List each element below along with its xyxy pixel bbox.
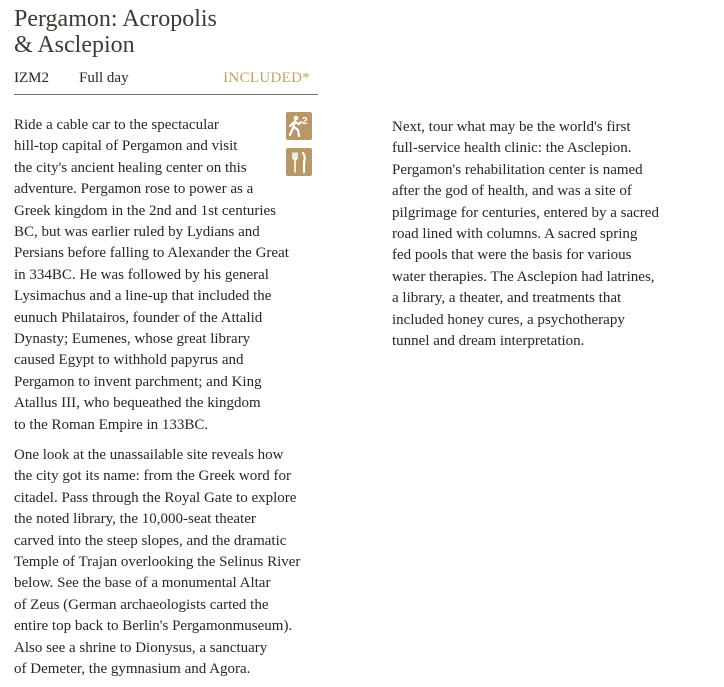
text-line: Pergamon to invent parchment; and King [14,373,262,390]
text-line: road lined with columns. A sacred spring [392,226,638,243]
text-line: of Demeter, the gymnasium and Agora. [14,661,251,678]
text-line: included honey cures, a psychotherapy [392,311,625,328]
text-line: carved into the steep slopes, and the dramatic [14,532,287,549]
tour-duration: Full day [79,70,129,86]
text-line: a library, a theater, and treatments that [392,290,622,307]
text-line: hill-top capital of Pergamon and visit [14,138,238,155]
tour-meta-row [14,70,314,90]
tour-code: IZM2 [14,70,49,86]
text-line: BC, but was earlier ruled by Lydians and [14,224,260,241]
svg-text:2: 2 [302,116,308,127]
text-line: pilgrimage for centuries, entered by a sacred [392,204,659,221]
text-line: the city got its name: from the Greek word for [14,468,292,485]
text-line: citadel. Pass through the Royal Gate to explore [14,489,297,506]
text-line: Temple of Trajan overlooking the Selinus River [14,554,301,571]
description-paragraph-3 [392,117,702,352]
text-line: of Zeus (German archaeologists carted the [14,596,269,613]
tour-title-line1: Pergamon: Acropolis [14,6,217,32]
text-line: Pergamon's rehabilitation center is named [392,161,643,178]
tour-title [14,6,314,58]
text-line: One look at the unassailable site reveals how [14,447,284,463]
text-line: Also see a shrine to Dionysus, a sanctuary [14,639,268,656]
text-line: fed pools that were the basis for various [392,247,632,264]
text-line: below. See the base of a monumental Altar [14,575,271,592]
text-line: Next, tour what may be the world's first [392,119,631,135]
text-line: water therapies. The Asclepion had latrines, [392,268,655,285]
text-line: the city's ancient healing center on this [14,159,247,176]
text-line: in 334BC. He was followed by his general [14,266,269,283]
text-line: the noted library, the 10,000-seat theater [14,511,256,528]
header-divider [14,94,318,95]
text-line: to the Roman Empire in 133BC. [14,416,209,433]
text-line: full-service health clinic: the Asclepion. [392,140,632,157]
text-line: entire top back to Berlin's Pergamonmuseum). [14,618,293,635]
tour-title-line2: & Asclepion [14,32,135,58]
text-line: adventure. Pergamon rose to power as a [14,181,254,198]
text-line: Greek kingdom in the 2nd and 1st centuries [14,202,277,219]
text-line: tunnel and dream interpretation. [392,333,585,350]
text-line: after the god of health, and was a site of [392,183,632,200]
text-line: Persians before falling to Alexander the Great [14,245,289,262]
text-line: Ride a cable car to the spectacular [14,117,219,133]
description-paragraph-2 [14,445,319,680]
text-line: Atallus III, who bequeathed the kingdom [14,395,261,412]
text-line: Lysimachus and a line-up that included the [14,288,272,305]
text-line: Dynasty; Eumenes, whose great library [14,331,251,348]
text-line: eunuch Philatairos, founder of the Attalid [14,309,263,326]
description-paragraph-1 [14,115,314,436]
text-line: caused Egypt to withhold papyrus and [14,352,244,369]
included-badge: INCLUDED* [223,70,310,86]
